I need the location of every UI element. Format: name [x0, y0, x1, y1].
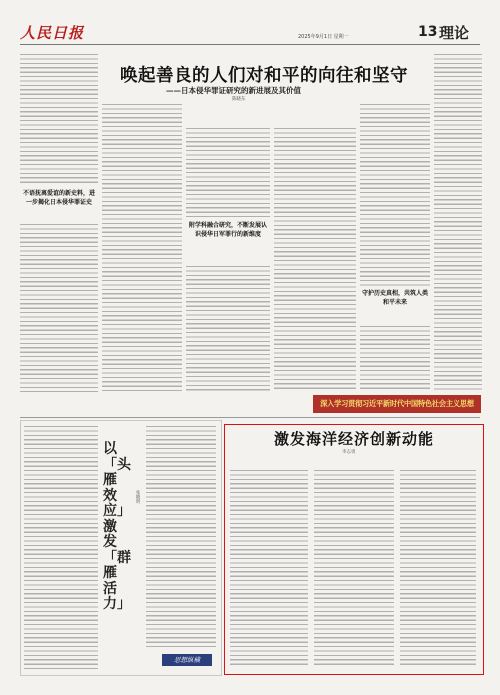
- main-byline: 陈晓东: [232, 97, 246, 102]
- column-article-title: 以「头雁效应」激发「群雁活力」: [103, 441, 131, 612]
- pull-quote-middle: 附学科融合研究，不断发展认识侵华日军罪行的新维度: [188, 222, 267, 238]
- body-text-column: [186, 128, 270, 218]
- body-text-column: [314, 470, 394, 668]
- body-text-column: [400, 470, 476, 668]
- page-number: 13: [418, 24, 438, 40]
- body-text-column: [360, 326, 430, 392]
- body-text-column: [186, 266, 270, 392]
- column-tag: 思想纵横: [162, 654, 212, 666]
- body-text-column: [230, 470, 308, 668]
- newspaper-logo: 人民日报: [20, 24, 85, 42]
- main-headline: 唤起善良的人们对和平的向往和坚守: [120, 66, 408, 86]
- body-text-column: [102, 104, 182, 392]
- main-subhead: ——日本侵华罪证研究的新进展及其价值: [166, 86, 301, 95]
- section-divider: [20, 417, 480, 418]
- body-text-column: [20, 54, 98, 186]
- masthead: [0, 0, 500, 44]
- body-text-column: [146, 426, 216, 650]
- dateline: 2025年9月1日 星期一: [298, 34, 349, 40]
- body-text-column: [20, 224, 98, 392]
- body-text-column: [434, 54, 482, 390]
- feature-article-author: 李志勇: [342, 450, 356, 455]
- feature-article-title: 激发海洋经济创新动能: [273, 430, 434, 448]
- body-text-column: [274, 128, 356, 392]
- pull-quote-left: 不语抚离爱谊的新史料，进一步揭化日本侵华罪证史: [22, 190, 95, 206]
- pull-quote-right: 守护历史真相，共筑人类和平未来: [362, 290, 429, 306]
- theme-banner: 深入学习贯彻习近平新时代中国特色社会主义思想: [313, 395, 481, 413]
- masthead-rule: [20, 44, 480, 45]
- section-name: 理论: [439, 24, 470, 42]
- body-text-column: [24, 426, 98, 670]
- body-text-column: [360, 104, 430, 286]
- column-article-author: 张晓明: [135, 490, 140, 504]
